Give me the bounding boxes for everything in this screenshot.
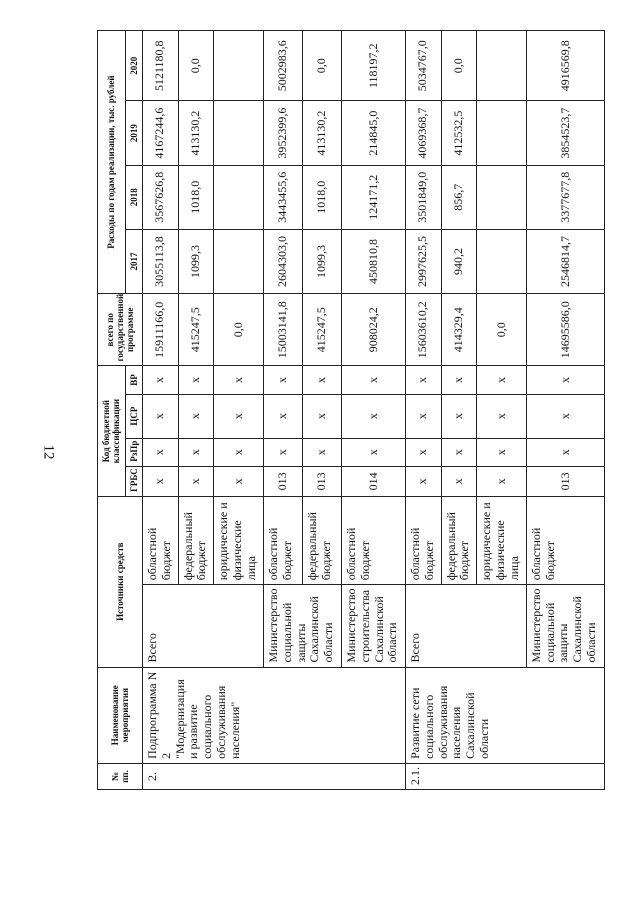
- rzpr-cell: x: [441, 438, 477, 466]
- y2018-cell: 1018,0: [178, 165, 214, 229]
- csr-cell: x: [441, 394, 477, 438]
- y2019-cell: 413130,2: [302, 101, 341, 165]
- header-csr: ЦСР: [125, 394, 142, 438]
- header-2018: 2018: [125, 165, 142, 229]
- grbs-cell: x: [405, 466, 441, 496]
- header-row-1: [98, 31, 126, 790]
- csr-cell: x: [214, 394, 264, 438]
- total-cell: 414329,4: [441, 294, 477, 366]
- total-cell: 14695586,0: [526, 294, 604, 366]
- rzpr-cell: x: [178, 438, 214, 466]
- header-no: № пп.: [98, 763, 143, 789]
- vr-cell: x: [477, 366, 527, 394]
- y2019-cell: [214, 101, 264, 165]
- section-number: 2.1.: [405, 763, 604, 789]
- source-cell: федеральный бюджет: [302, 496, 341, 584]
- csr-cell: x: [405, 394, 441, 438]
- y2020-cell: 0,0: [178, 31, 214, 101]
- page-number: 12: [40, 444, 57, 460]
- budget-table-container: [97, 30, 605, 790]
- header-years-group: Расходы по годам реализации, тыс. рублей: [98, 31, 126, 294]
- header-2019: 2019: [125, 101, 142, 165]
- rzpr-cell: x: [477, 438, 527, 466]
- vr-cell: x: [405, 366, 441, 394]
- vr-cell: x: [342, 366, 406, 394]
- vr-cell: x: [302, 366, 341, 394]
- source-cell: федеральный бюджет: [178, 496, 214, 584]
- header-code-group: Код бюджетной классификации: [98, 366, 126, 497]
- header-source: Источники средств: [98, 496, 143, 667]
- org-name: Всего: [405, 585, 526, 667]
- org-name: Всего: [143, 585, 264, 667]
- source-cell: областной бюджет: [143, 496, 179, 584]
- total-cell: 15603610,2: [405, 294, 441, 366]
- source-cell: областной бюджет: [526, 496, 604, 584]
- y2020-cell: 118197,2: [342, 31, 406, 101]
- y2017-cell: 940,2: [441, 229, 477, 293]
- y2019-cell: 214845,0: [342, 101, 406, 165]
- total-cell: 0,0: [214, 294, 264, 366]
- y2018-cell: 3377677,8: [526, 165, 604, 229]
- total-cell: 908024,2: [342, 294, 406, 366]
- csr-cell: x: [263, 394, 302, 438]
- total-cell: 0,0: [477, 294, 527, 366]
- y2018-cell: 3501849,0: [405, 165, 441, 229]
- y2020-cell: 5034767,0: [405, 31, 441, 101]
- table-row: [405, 31, 441, 790]
- rzpr-cell: x: [214, 438, 264, 466]
- section-name: Развитие сети социального обслуживания населения Сахалинской области: [405, 667, 604, 763]
- y2020-cell: [214, 31, 264, 101]
- rzpr-cell: x: [342, 438, 406, 466]
- y2020-cell: 0,0: [302, 31, 341, 101]
- grbs-cell: x: [441, 466, 477, 496]
- csr-cell: x: [342, 394, 406, 438]
- rzpr-cell: x: [263, 438, 302, 466]
- y2017-cell: 3055113,8: [143, 229, 179, 293]
- source-cell: областной бюджет: [342, 496, 406, 584]
- vr-cell: x: [178, 366, 214, 394]
- y2018-cell: 1018,0: [302, 165, 341, 229]
- header-2020: 2020: [125, 31, 142, 101]
- rzpr-cell: x: [526, 438, 604, 466]
- header-2017: 2017: [125, 229, 142, 293]
- y2020-cell: 5002983,6: [263, 31, 302, 101]
- y2018-cell: 124171,2: [342, 165, 406, 229]
- header-rzpr: РзПр: [125, 438, 142, 466]
- vr-cell: x: [526, 366, 604, 394]
- source-cell: федеральный бюджет: [441, 496, 477, 584]
- grbs-cell: 013: [302, 466, 341, 496]
- y2020-cell: 0,0: [441, 31, 477, 101]
- source-cell: областной бюджет: [405, 496, 441, 584]
- grbs-cell: x: [143, 466, 179, 496]
- csr-cell: x: [477, 394, 527, 438]
- source-cell: областной бюджет: [263, 496, 302, 584]
- table-row: [143, 31, 179, 790]
- y2018-cell: 3567626,8: [143, 165, 179, 229]
- y2019-cell: 413130,2: [178, 101, 214, 165]
- grbs-cell: 013: [263, 466, 302, 496]
- rzpr-cell: x: [143, 438, 179, 466]
- vr-cell: x: [143, 366, 179, 394]
- y2019-cell: 3854523,7: [526, 101, 604, 165]
- csr-cell: x: [178, 394, 214, 438]
- section-name: Подпрограмма N 2 "Модернизация и развитие социального обслуживания населения": [143, 667, 406, 763]
- y2019-cell: [477, 101, 527, 165]
- total-cell: 415247,5: [178, 294, 214, 366]
- source-cell: юридические и физические лица: [477, 496, 527, 584]
- y2017-cell: 2604303,0: [263, 229, 302, 293]
- total-cell: 15911166,0: [143, 294, 179, 366]
- csr-cell: x: [143, 394, 179, 438]
- section-number: 2.: [143, 763, 406, 789]
- grbs-cell: x: [214, 466, 264, 496]
- y2017-cell: 1099,3: [302, 229, 341, 293]
- budget-table: [97, 30, 605, 790]
- org-name: Министерство социальной защиты Сахалинской области: [263, 585, 341, 667]
- rzpr-cell: x: [302, 438, 341, 466]
- org-name: Министерство строительства Сахалинской области: [342, 585, 406, 667]
- org-name: Министерство социальной защиты Сахалинской области: [526, 585, 604, 667]
- y2018-cell: [477, 165, 527, 229]
- grbs-cell: 014: [342, 466, 406, 496]
- y2018-cell: [214, 165, 264, 229]
- grbs-cell: x: [178, 466, 214, 496]
- y2017-cell: [477, 229, 527, 293]
- y2020-cell: 5121180,8: [143, 31, 179, 101]
- header-grbs: ГРБС: [125, 466, 142, 496]
- grbs-cell: x: [477, 466, 527, 496]
- header-total: всего по государственной программе: [98, 294, 143, 366]
- y2018-cell: 3443455,6: [263, 165, 302, 229]
- y2019-cell: 4069368,7: [405, 101, 441, 165]
- vr-cell: x: [214, 366, 264, 394]
- vr-cell: x: [263, 366, 302, 394]
- vr-cell: x: [441, 366, 477, 394]
- total-cell: 415247,5: [302, 294, 341, 366]
- y2017-cell: 1099,3: [178, 229, 214, 293]
- y2020-cell: [477, 31, 527, 101]
- rzpr-cell: x: [405, 438, 441, 466]
- csr-cell: x: [302, 394, 341, 438]
- grbs-cell: 013: [526, 466, 604, 496]
- y2018-cell: 856,7: [441, 165, 477, 229]
- header-name: Наименование мероприятия: [98, 667, 143, 763]
- y2017-cell: 2546814,7: [526, 229, 604, 293]
- y2017-cell: 2997625,5: [405, 229, 441, 293]
- y2019-cell: 412532,5: [441, 101, 477, 165]
- csr-cell: x: [526, 394, 604, 438]
- header-vr: ВР: [125, 366, 142, 394]
- source-cell: юридические и физические лица: [214, 496, 264, 584]
- y2019-cell: 3952399,6: [263, 101, 302, 165]
- y2020-cell: 4916569,8: [526, 31, 604, 101]
- total-cell: 15003141,8: [263, 294, 302, 366]
- y2017-cell: 450810,8: [342, 229, 406, 293]
- y2017-cell: [214, 229, 264, 293]
- y2019-cell: 4167244,6: [143, 101, 179, 165]
